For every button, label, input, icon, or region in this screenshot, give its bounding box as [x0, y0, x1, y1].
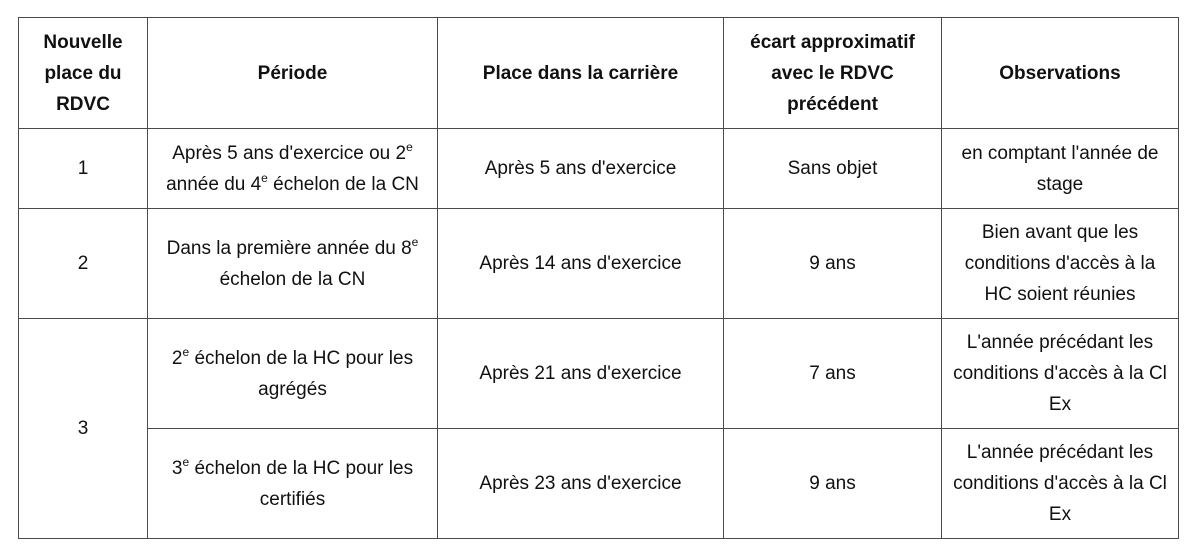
cell-observations: en comptant l'année de stage [942, 129, 1179, 209]
table-row [19, 319, 1179, 429]
period-text: échelon de la CN [267, 173, 419, 195]
period-superscript: e [182, 344, 190, 359]
cell-periode [148, 129, 438, 209]
cell-rdvc-number: 2 [19, 209, 148, 319]
period-text: échelon de la HC pour les certifiés [189, 457, 414, 510]
period-text: échelon de la HC pour les agrégés [189, 347, 414, 400]
cell-periode [148, 319, 438, 429]
cell-place-carriere: Après 5 ans d'exercice [438, 129, 724, 209]
cell-ecart: 9 ans [724, 429, 942, 539]
period-text: 2 [171, 347, 183, 369]
period-text: Après 5 ans d'exercice ou 2 [172, 142, 407, 164]
rdvc-table-container [18, 17, 1179, 539]
period-superscript: e [411, 234, 419, 249]
cell-observations: L'année précédant les conditions d'accès à la Cl Ex [942, 319, 1179, 429]
header-ecart: écart approximatif avec le RDVC précédent [724, 18, 942, 129]
cell-place-carriere: Après 23 ans d'exercice [438, 429, 724, 539]
cell-rdvc-number: 1 [19, 129, 148, 209]
table-row [19, 129, 1179, 209]
period-text: échelon de la CN [219, 268, 366, 290]
cell-ecart: Sans objet [724, 129, 942, 209]
header-periode: Période [148, 18, 438, 129]
header-observations: Observations [942, 18, 1179, 129]
table-row [19, 209, 1179, 319]
period-text: Dans la première année du 8 [166, 237, 412, 259]
cell-observations: L'année précédant les conditions d'accès à la Cl Ex [942, 429, 1179, 539]
cell-observations: Bien avant que les conditions d'accès à la HC soient réunies [942, 209, 1179, 319]
rdvc-table [18, 17, 1179, 539]
header-place-carriere: Place dans la carrière [438, 18, 724, 129]
cell-periode [148, 429, 438, 539]
header-row [19, 18, 1179, 129]
cell-periode [148, 209, 438, 319]
period-text: 3 [171, 457, 183, 479]
header-nouvelle-place: Nouvelle place du RDVC [19, 18, 148, 129]
table-row [19, 429, 1179, 539]
cell-place-carriere: Après 21 ans d'exercice [438, 319, 724, 429]
cell-rdvc-number: 3 [19, 319, 148, 539]
period-superscript: e [182, 454, 190, 469]
cell-ecart: 9 ans [724, 209, 942, 319]
cell-ecart: 7 ans [724, 319, 942, 429]
period-text: année du 4 [166, 173, 262, 195]
period-superscript: e [406, 139, 413, 154]
period-superscript: e [261, 170, 268, 185]
cell-place-carriere: Après 14 ans d'exercice [438, 209, 724, 319]
